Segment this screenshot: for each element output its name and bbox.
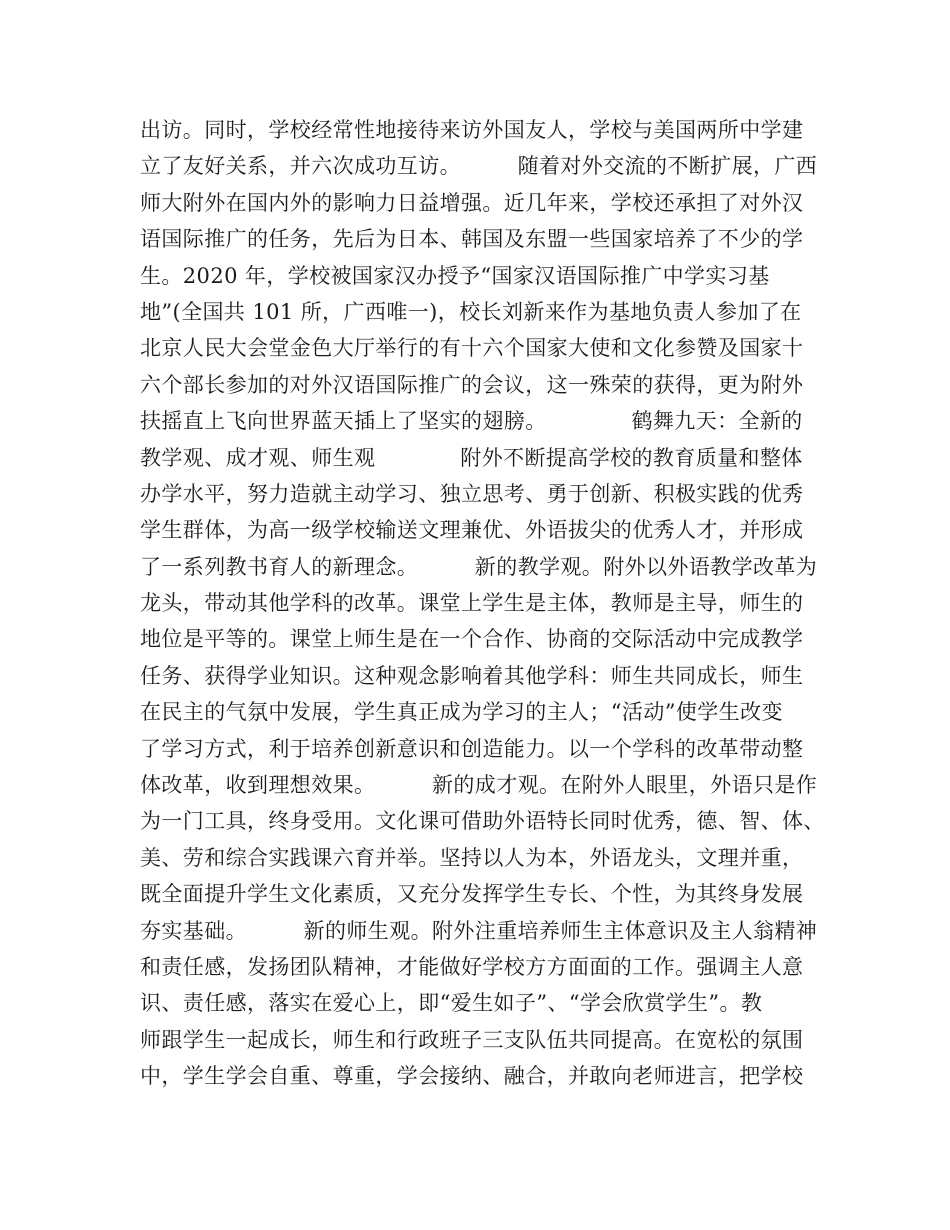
- text-line: 任务、获得学业知识。这种观念影响着其他学科：师生共同成长，师生: [140, 663, 804, 688]
- text-line: 地”(全国共 101 所，广西唯一)，校长刘新来作为基地负责人参加了在: [140, 299, 802, 324]
- text-line: 教学观、成才观、师生观 附外不断提高学校的教育质量和整体: [140, 445, 803, 470]
- text-line: 龙头，带动其他学科的改革。课堂上学生是主体，教师是主导，师生的: [140, 591, 804, 616]
- text-line: 夯实基础。 新的师生观。附外注重培养师生主体意识及主人翁精神: [140, 918, 818, 943]
- text-line: 为一门工具，终身受用。文化课可借助外语特长同时优秀，德、智、体、: [140, 809, 825, 834]
- text-line: 了一系列教书育人的新理念。 新的教学观。附外以外语教学改革为: [140, 554, 818, 579]
- text-line: 师跟学生一起成长，师生和行政班子三支队伍共同提高。在宽松的氛围: [140, 1027, 804, 1052]
- text-line: 师大附外在国内外的影响力日益增强。近几年来，学校还承担了对外汉: [140, 190, 804, 215]
- text-line: 学生群体，为高一级学校输送文理兼优、外语拔尖的优秀人才，并形成: [140, 518, 804, 543]
- text-line: 体改革，收到理想效果。 新的成才观。在附外人眼里，外语只是作: [140, 773, 818, 798]
- text-line: 六个部长参加的对外汉语国际推广的会议，这一殊荣的获得，更为附外: [140, 372, 804, 397]
- text-line: 中，学生学会自重、尊重，学会接纳、融合，并敢向老师进言，把学校: [140, 1064, 804, 1089]
- text-line: 北京人民大会堂金色大厅举行的有十六个国家大使和文化参赞及国家十: [140, 336, 804, 361]
- text-line: 地位是平等的。课堂上师生是在一个合作、协商的交际活动中完成教学: [140, 627, 804, 652]
- text-line: 既全面提升学生文化素质，又充分发挥学生专长、个性，为其终身发展: [140, 882, 804, 907]
- text-line: 出访。同时，学校经常性地接待来访外国友人，学校与美国两所中学建: [140, 118, 804, 142]
- text-line: 美、劳和综合实践课六育并举。坚持以人为本，外语龙头，文理并重，: [140, 845, 804, 870]
- text-line: 办学水平，努力造就主动学习、独立思考、勇于创新、积极实践的优秀: [140, 481, 804, 506]
- text-line: 在民主的气氛中发展，学生真正成为学习的主人；“活动”使学生改变: [140, 700, 783, 725]
- text-line: 语国际推广的任务，先后为日本、韩国及东盟一些国家培养了不少的学: [140, 227, 804, 252]
- text-line: 扶摇直上飞向世界蓝天插上了坚实的翅膀。 鹤舞九天：全新的: [140, 409, 803, 434]
- text-line: 和责任感，发扬团队精神，才能做好学校方方面面的工作。强调主人意: [140, 954, 804, 979]
- text-line: 识、责任感，落实在爱心上，即“爱生如子”、“学会欣赏学生”。教: [140, 991, 763, 1016]
- text-line: 立了友好关系，并六次成功互访。 随着对外交流的不断扩展，广西: [140, 154, 818, 179]
- text-line: 生。2020 年，学校被国家汉办授予“国家汉语国际推广中学实习基: [140, 263, 770, 288]
- body-text: [140, 112, 840, 1095]
- text-line: 了学习方式，利于培养创新意识和创造能力。以一个学科的改革带动整: [140, 736, 804, 761]
